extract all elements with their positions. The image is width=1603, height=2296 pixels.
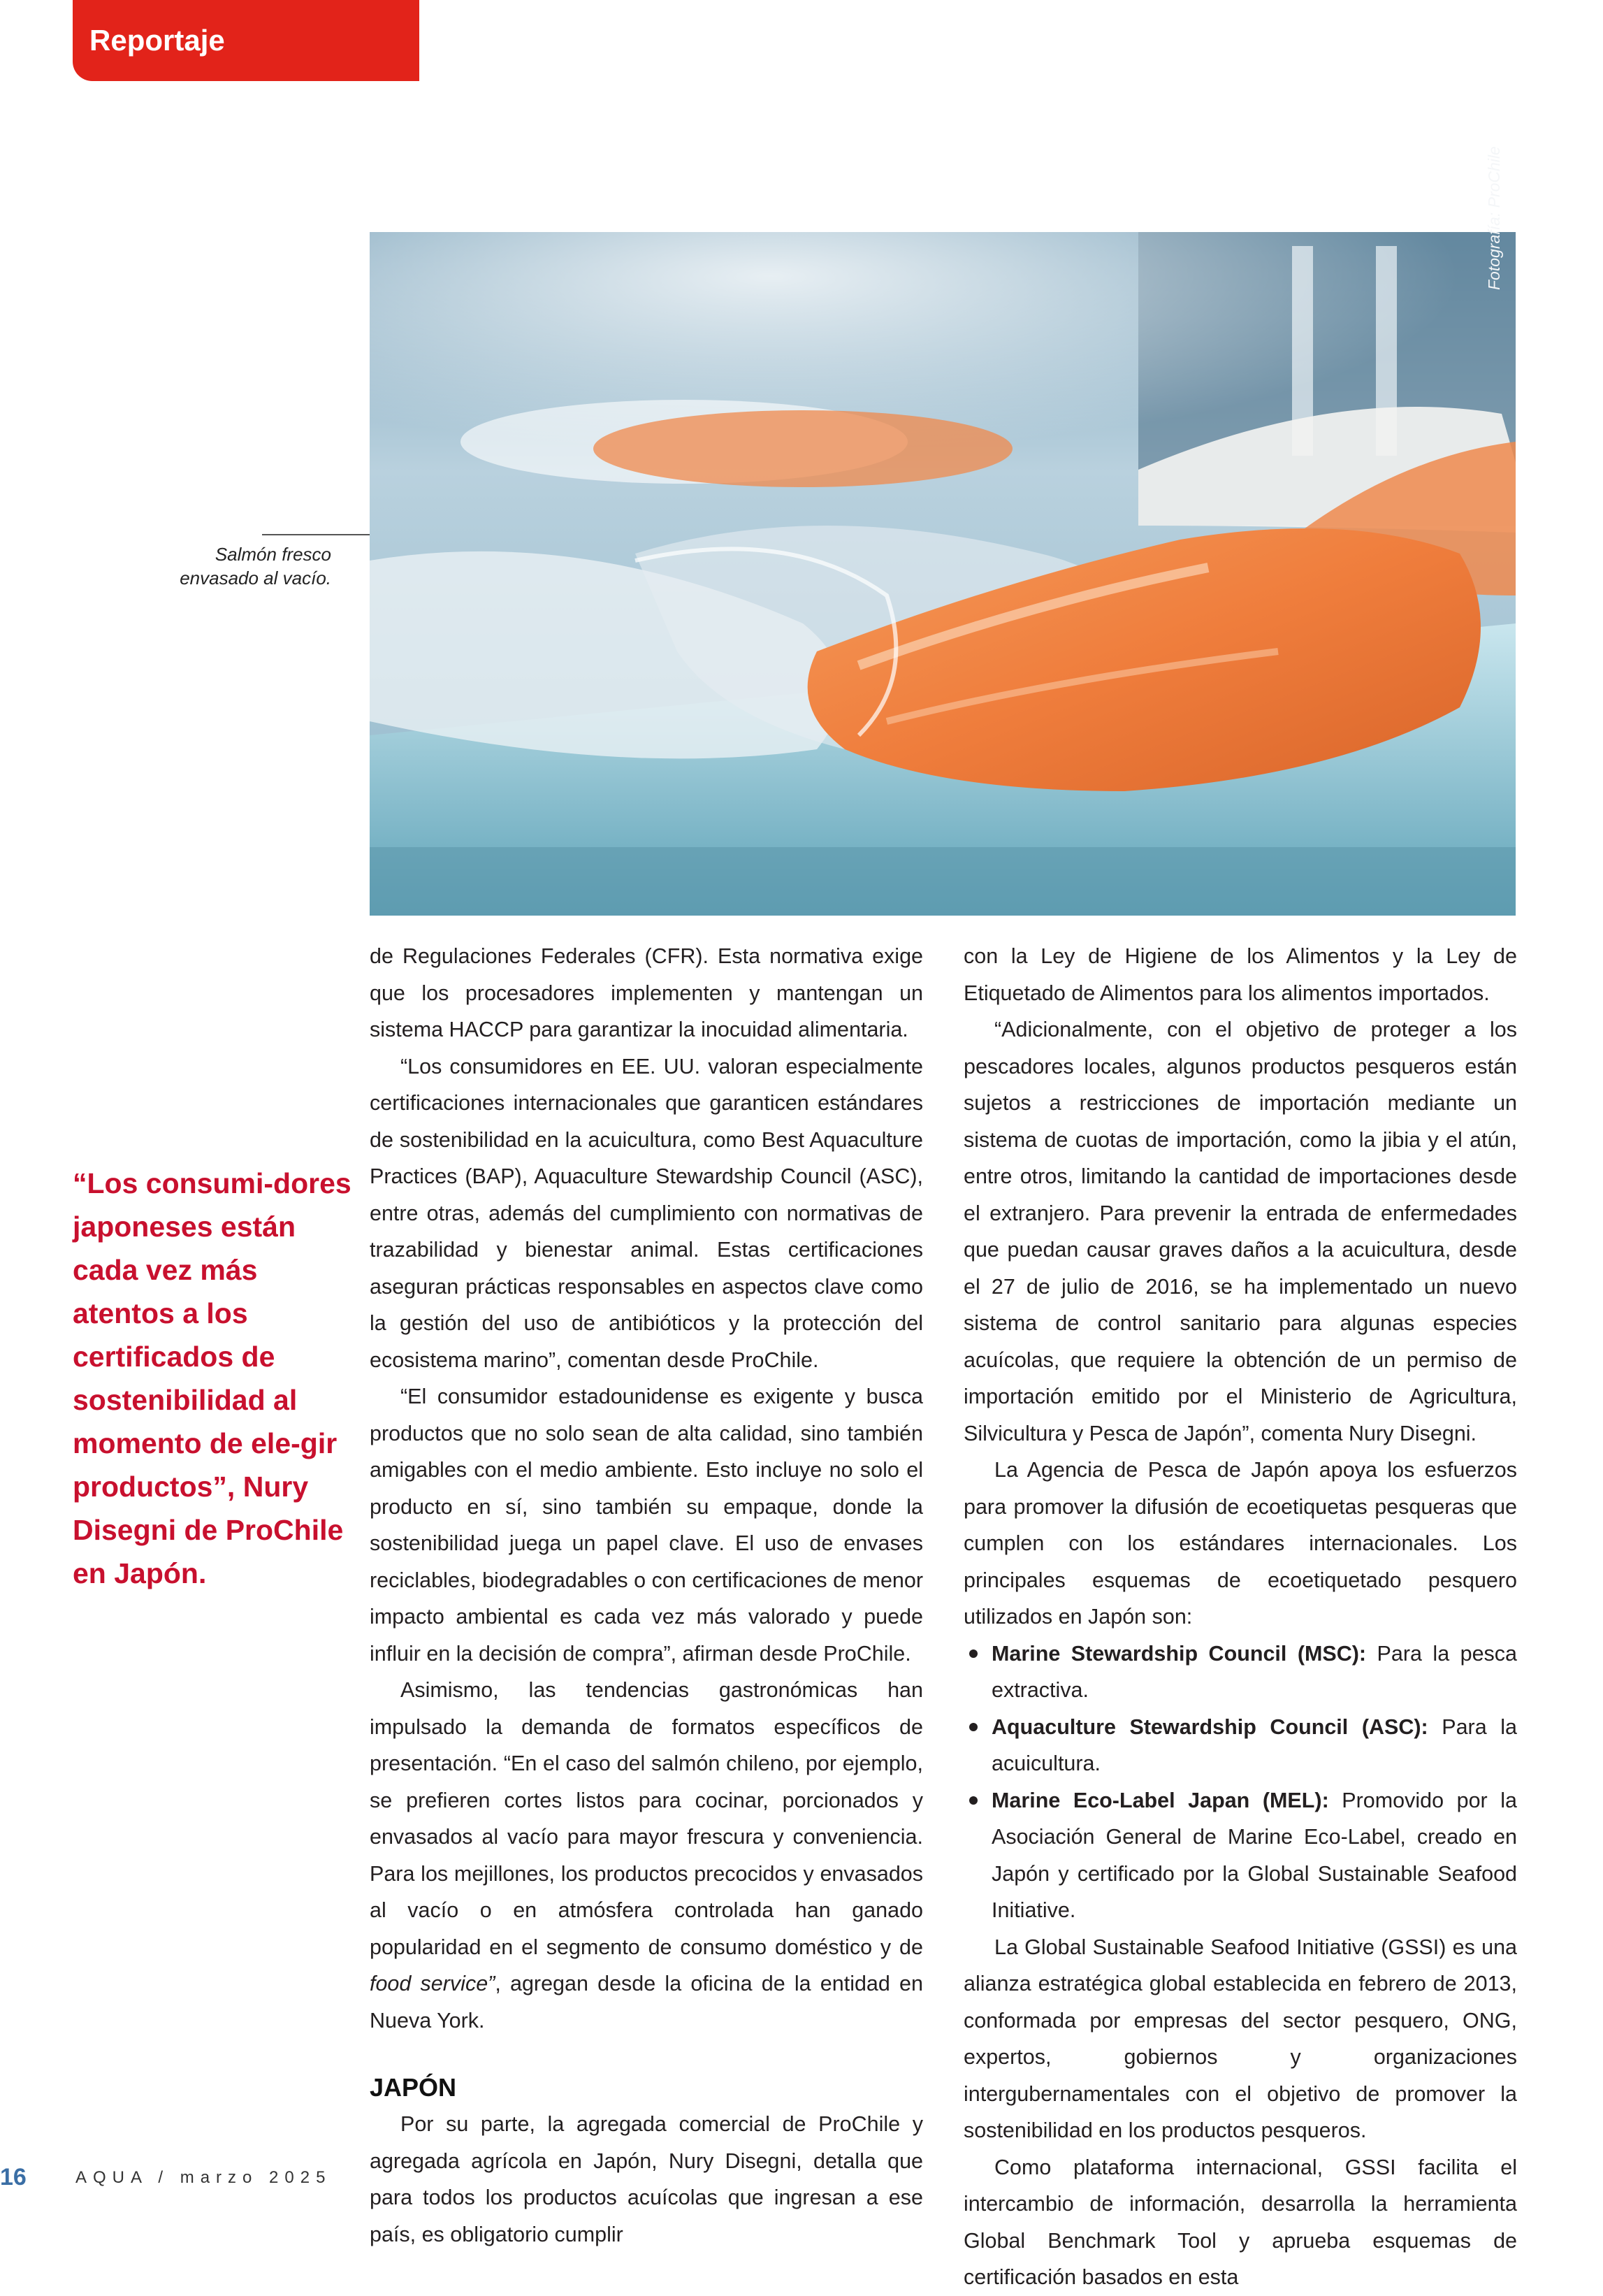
salmon-photo [370, 232, 1516, 916]
caption-line-1: Salmón fresco [215, 544, 331, 565]
italic-term: food service” [370, 1972, 495, 1995]
section-heading: JAPÓN [370, 2073, 457, 2102]
paragraph: de Regulaciones Federales (CFR). Esta normativa exige que los procesadores implementen y mantengan un sistema HACCP para garantizar la inocuidad alimentaria. [370, 944, 923, 1041]
list-item-text: Para la pesca extractiva. [992, 1641, 1517, 1702]
ecolabel-list [964, 1636, 1517, 1929]
publication-issue: AQUA / marzo 2025 [75, 2168, 332, 2187]
list-item-term: Marine Stewardship Council (MSC): [992, 1641, 1367, 1666]
paragraph: “Los consumidores en EE. UU. valoran especialmente certificaciones internacionales que garanticen estándares de sostenibilidad en la acuicultura, como Best Aquaculture Practices (BAP), Aquaculture Stewardship Council (ASC), entre otras, además del cumplimiento con normativas de trazabilidad y bienestar animal. Estas certificaciones aseguran prácticas responsables en aspectos clave como la gestión del uso de antibióticos y la protección del ecosistema marino”, comentan desde ProChile. [370, 1054, 923, 1372]
caption-rule [262, 534, 370, 535]
list-item-text: Para la acuicultura. [992, 1714, 1517, 1775]
paragraph [370, 1672, 923, 2039]
paragraph: con la Ley de Higiene de los Alimentos y la Ley de Etiquetado de Alimentos para los alimentos importados. [964, 944, 1517, 1005]
paragraph-text: , agregan desde la oficina de la entidad en Nueva York. [370, 1972, 923, 2033]
list-item [964, 1636, 1517, 1709]
photo-caption [80, 542, 331, 590]
list-item-term: Aquaculture Stewardship Council (ASC): [992, 1714, 1428, 1739]
page-number: 16 [0, 2164, 27, 2190]
article-column-2 [964, 938, 1517, 2296]
paragraph-text: Asimismo, las tendencias gastronómicas han impulsado la demanda de formatos específicos de presentación. “En el caso del salmón chileno, por ejemplo, se prefieren cortes listos para cocinar, porcionados y envasados al vacío para mayor frescura y conveniencia. Para los mejillones, los productos precocidos y envasados al vacío o en atmósfera controlada han ganado popularidad en el segmento de consumo doméstico y de [370, 1678, 923, 1959]
list-item [964, 1709, 1517, 1782]
paragraph: Por su parte, la agregada comercial de ProChile y agregada agrícola en Japón, Nury Disegni, detalla que para todos los productos acuícolas que ingresan a ese país, es obligatorio cumplir [370, 2112, 923, 2246]
section-tag: Reportaje [73, 0, 419, 81]
paragraph: “El consumidor estadounidense es exigente y busca productos que no solo sean de alta calidad, sino también amigables con el medio ambiente. Esto incluye no solo el producto en sí, sino también su empaque, donde la sostenibilidad juega un papel clave. El uso de envases reciclables, biodegradables o con certificaciones de menor impacto ambiental es cada vez más valorado y puede influir en la decisión de compra”, afirman desde ProChile. [370, 1385, 923, 1666]
list-item-text: Promovido por la Asociación General de Marine Eco-Label, creado en Japón y certificado por la Global Sustainable Seafood Initiative. [992, 1788, 1518, 1922]
paragraph: “Adicionalmente, con el objetivo de proteger a los pescadores locales, algunos productos pesqueros están sujetos a restricciones de importación mediante un sistema de cuotas de importación, como la jibia y el atún, entre otros, limitando la cantidad de importaciones desde el extranjero. Para prevenir la entrada de enfermedades que puedan causar graves daños a la acuicultura, desde el 27 de julio de 2016, se ha implementado un nuevo sistema de control sanitario para algunas especies acuícolas, que requiere la obtención de un permiso de importación emitido por el Ministerio de Agricultura, Silvicultura y Pesca de Japón”, comenta Nury Disegni. [964, 1018, 1517, 1445]
pull-quote: “Los consumi-dores japoneses están cada vez más atentos a los certificados de sostenibilidad al momento de ele-gir productos”, Nury Disegni de ProChile en Japón. [73, 1167, 351, 1589]
paragraph: Como plataforma internacional, GSSI facilita el intercambio de información, desarrolla la herramienta Global Benchmark Tool y aprueba esquemas de certificación basados en esta [964, 2155, 1517, 2289]
paragraph: La Global Sustainable Seafood Initiative (GSSI) es una alianza estratégica global establecida en febrero de 2013, conformada por empresas del sector pesquero, ONG, expertos, gobiernos y organizaciones intergubernamentales con el objetivo de promover la sostenibilidad en los productos pesqueros. [964, 1935, 1517, 2142]
caption-line-2: envasado al vacío. [180, 568, 331, 589]
paragraph: La Agencia de Pesca de Japón apoya los esfuerzos para promover la difusión de ecoetiquetas pesqueras que cumplen con los estándares internacionales. Los principales esquemas de ecoetiquetado pesquero utilizados en Japón son: [964, 1458, 1517, 1629]
salmon-photo-illustration [370, 232, 1516, 916]
list-item-term: Marine Eco-Label Japan (MEL): [992, 1788, 1329, 1812]
photo-credit: Fotografía: ProChile [1485, 146, 1503, 290]
article-column-1 [370, 938, 923, 2253]
list-item [964, 1782, 1517, 1929]
